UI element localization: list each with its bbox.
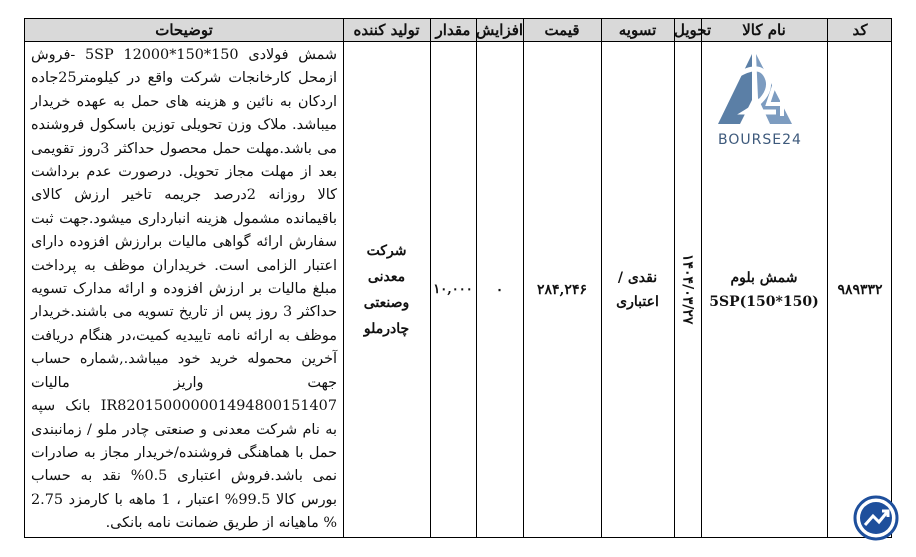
bourse24-logo: [706, 50, 814, 150]
header-price: قیمت: [544, 21, 580, 39]
product-cell: شمش بلوم (150*150)5SP: [709, 269, 819, 310]
delivery-cell: [674, 42, 701, 537]
logo-text: BOURSE24: [718, 132, 802, 148]
delivery-date: ۱۴۰۴/۰۳/۲۷: [679, 254, 696, 325]
producer-cell: شرکت معدنی وصنعتی چادرملو: [363, 242, 410, 337]
header-delivery: تحویل: [674, 21, 712, 39]
header-producer: تولید کننده: [353, 21, 420, 39]
quantity-cell: ۱۰,۰۰۰: [433, 282, 473, 297]
header-settlement: تسویه: [618, 21, 657, 39]
header-description: توضیحات: [155, 21, 213, 39]
increase-cell: ۰: [495, 281, 504, 298]
table-header: [25, 19, 891, 42]
description-cell: شمش فولادی 150*150*12000 5SP -فروش ازمحل کارخانجات شرکت واقع در کیلومتر25جاده اردکان به نائین و هزینه های حمل به عهده خریدار میباشد. ملاک وزن تحویلی توزین باسکول فروشنده می باشد.مهلت حمل محصول حداکثر 3روز تقویمی بعد از مهلت مجاز تحویل. درصورت عدم برداشت کالا روزانه 2درصد جریمه تاخیر ارزش کالای باقیمانده مشمول هزینه انبارداری میشود.جهت ثبت سفارش ارائه گواهی مالیات برارزش افزوده دارای اعتبار الزامی است. خریداران موظف به پرداخت مبلغ مالیات بر ارزش افزوده و ارائه مدارک تسویه حداکثر 3 روز پس از تاریخ تسویه می باشند.خریدار موظف به ارائه نامه تاییدیه کمیت،در هنگام دریافت آخرین محموله خرید خود میباشد.,شماره حساب جهت واریز مالیات IR820150000001494800151407 بانک سپه به نام شرکت معدنی و صنعتی چادر ملو / زمانبندی حمل با هماهنگی فروشنده/خریدار مجاز به صادرات نمی باشد.فروش اعتباری 0.5% نقد به حساب بورس کالا 99.5% اعتبار ، 1 ماهه با کارمزد 2.75 % ماهیانه از طریق ضمانت نامه بانکی.: [31, 47, 338, 532]
chart-badge-icon: [853, 495, 899, 541]
header-increase: افزایش: [476, 21, 524, 39]
code-cell: ۹۸۹۳۳۲: [837, 281, 883, 298]
price-cell: ۲۸۴,۲۴۶: [537, 281, 587, 298]
header-product: نام کالا: [742, 21, 786, 39]
settlement-cell: نقدی / اعتباری: [616, 269, 659, 310]
header-quantity: مقدار: [435, 21, 471, 39]
header-code: کد: [852, 21, 868, 39]
